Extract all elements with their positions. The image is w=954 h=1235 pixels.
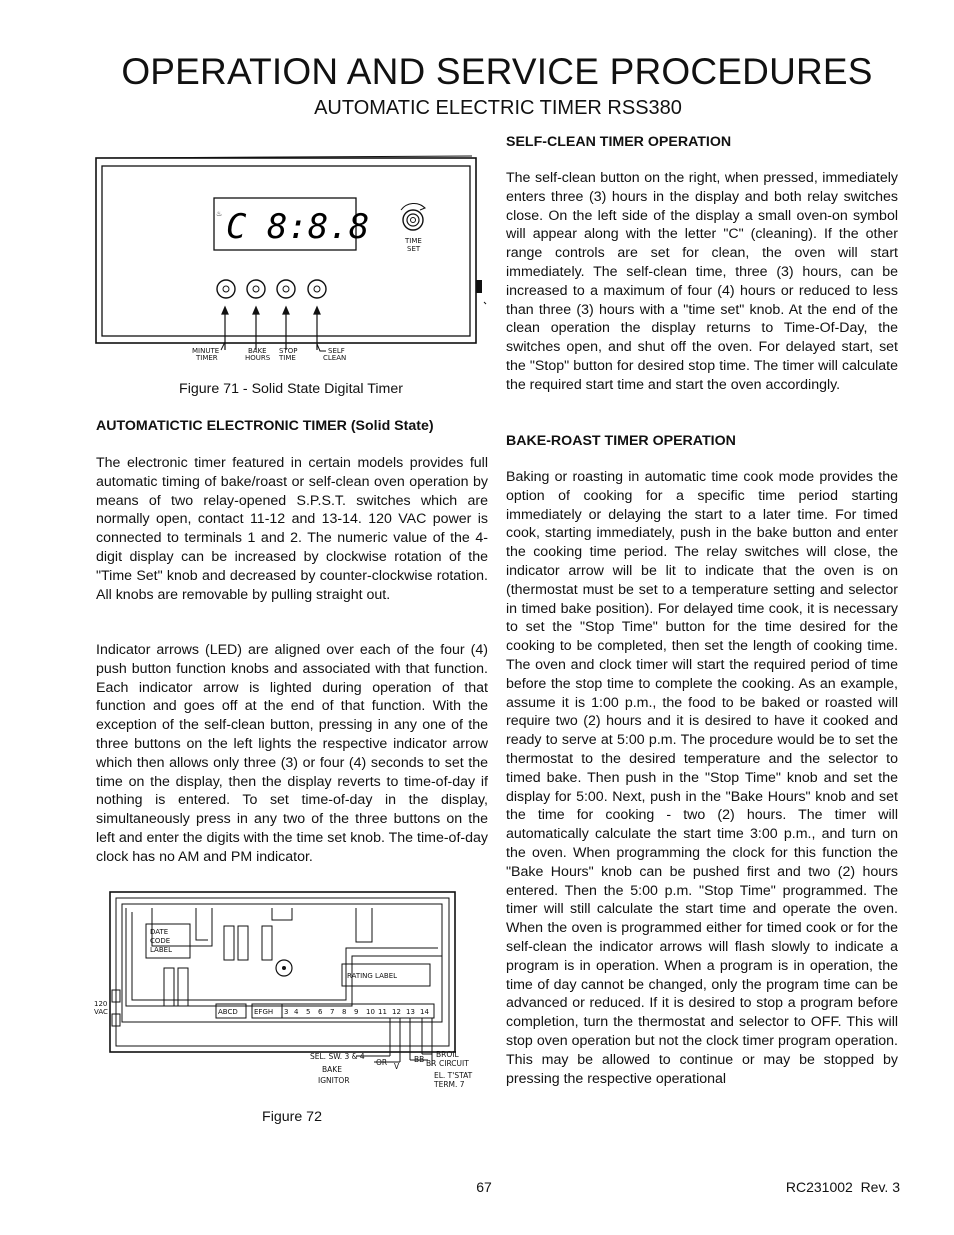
button-label: SELF — [328, 347, 345, 355]
callout-label: BROIL — [436, 1050, 459, 1059]
rating-label: RATING LABEL — [347, 972, 398, 980]
time-set-label-2: SET — [407, 245, 421, 253]
date-code-label: DATE — [150, 928, 169, 936]
callout-label: IGNITOR — [318, 1076, 350, 1085]
terminal-number: 12 — [392, 1008, 401, 1016]
callout-label: BAKE — [322, 1065, 342, 1074]
callout-label: EL. T'STAT — [434, 1071, 473, 1080]
section-heading: SELF-CLEAN TIMER OPERATION — [506, 134, 732, 150]
time-set-knob[interactable] — [401, 203, 425, 230]
terminal-number: 4 — [294, 1008, 299, 1016]
terminal-number: 10 — [366, 1008, 375, 1016]
body-paragraph: The electronic timer featured in certain models provides full automatic timing of bake/roast or self-clean oven operation by means of two relay-opened S.P.S.T. switches which are normally open, contact 11-12 and 13-14. 120 VAC power is connected to terminals 1 and 2. The numeric value of the 4-digit display can be increased by clockwise rotation of the "Time Set" knob and decreased by counter-clockwise rotation. All knobs are removable by pulling straight out. — [96, 455, 488, 603]
vac-label: 120 — [94, 1000, 108, 1008]
button-label: BAKE — [248, 347, 267, 355]
button-label: CLEAN — [323, 354, 347, 362]
button-label: STOP — [279, 347, 298, 355]
body-paragraph: Baking or roasting in automatic time cook mode provides the option of cooking for a specific time period starting immediately or delaying the start to a later time. For timed cook, starting immediately, push in the bake button and enter the cooking time period. The relay switches will close, the indicator arrow will be lit to indicate that the oven is on (thermostat must be set to a temperature setting and selector in timed bake position). For delayed time cook, it is necessary to set the "Stop Time" button for the time desired for the cooking to be completed, then set the length of cooking time. The oven and clock timer will start the required period of time before the stop time to complete the cooking. As an example, assume it is 1:00 p.m., the food to be baked or roasted will require two (2) hours and it is desired to have it cooked and ready to serve at 5:00 p.m. The procedure would be to set the thermostat to the desired temperature and the selector to timed bake. Then push in the "Stop Time" knob and set the display for 5:00. Next, push in the "Bake Hours" knob and set the time for cooking - two (2) hours. The timer will automatically calculate the start time 3:00 p.m., and turn on the oven. When programming the clock for this function the "Bake Hours" knob can be pushed first and two (2) hours entered. Then the 5:00 p.m. "Stop Time" programmed. The timer will still calculate the start time and operate the oven. When the oven is programmed either for timed cook or for the self-clean the indicator arrows will flash slowly to indicate a program is in operation. When a program is in operation, the time of day cannot be changed, only the program time can be advanced or reduced. If it is desired to stop a program before completion, turn the thermostat and selector to OFF. This will stop oven operation but not the clock timer program operation. This may be allowed to continue or may be stopped by pressing the respective operational — [506, 469, 898, 1087]
callout-label: SEL. SW. 3 & 4 — [310, 1052, 365, 1061]
timer-wiring-figure — [92, 886, 492, 1096]
terminal-number: 3 — [284, 1008, 289, 1016]
bake-hours-button[interactable] — [247, 280, 265, 298]
button-label: TIMER — [196, 354, 218, 362]
digital-display — [214, 198, 369, 250]
page-number: 67 — [476, 1179, 492, 1195]
terminal-number: 6 — [318, 1008, 323, 1016]
document-id: RC231002 Rev. 3 — [785, 1179, 900, 1195]
section-heading: BAKE-ROAST TIMER OPERATION — [506, 433, 736, 449]
connector-label: ABCD — [218, 1008, 238, 1016]
connector-label: EFGH — [254, 1008, 274, 1016]
terminal-number: 8 — [342, 1008, 347, 1016]
self-clean-button[interactable] — [308, 280, 326, 298]
display-digits: C 8:8.8 — [226, 207, 370, 247]
vac-label: VAC — [94, 1008, 108, 1016]
terminal-number: 5 — [306, 1008, 311, 1016]
callout-label: OR — [376, 1058, 388, 1067]
terminal-number: 11 — [378, 1008, 387, 1016]
callout-label: BB — [414, 1055, 425, 1064]
callout-label: TERM. 7 — [434, 1080, 465, 1089]
page-subtitle: AUTOMATIC ELECTRIC TIMER RSS380 — [314, 97, 682, 119]
terminal-number: 14 — [420, 1008, 429, 1016]
button-label: TIME — [279, 354, 296, 362]
terminal-number: 9 — [354, 1008, 359, 1016]
figure-71-caption: Figure 71 - Solid State Digital Timer — [179, 381, 403, 397]
callout-label: CIRCUIT — [439, 1059, 469, 1068]
date-code-label: LABEL — [150, 946, 172, 954]
oven-on-icon: ♨ — [216, 210, 223, 218]
time-set-label-1: TIME — [405, 237, 422, 245]
section-heading: AUTOMATICTIC ELECTRONIC TIMER (Solid State) — [96, 418, 434, 434]
date-code-label: CODE — [150, 937, 171, 945]
terminal-number: 7 — [330, 1008, 335, 1016]
body-paragraph: Indicator arrows (LED) are aligned over each of the four (4) push button function knobs and associated with that function. Each indicator arrow is lighted during operation of that function and goes off at the end of that function. With the exception of the self-clean button, pressing in any one of the three buttons on the left lights the respective indicator arrow which then allows only three (3) or four (4) seconds to set the time on the display, then the display reverts to time-of-day if nothing is entered. To set time-of-day in the display, simultaneously press in any two of the three buttons on the left and enter the digits with the time set knob. The time-of-day clock has no AM and PM indicator. — [96, 642, 488, 865]
body-paragraph: The self-clean button on the right, when pressed, immediately enters three (3) hours in the display and both relay switches close. On the left side of the display a small oven-on symbol will appear along with the letter "C" (cleaning). If the other range controls are set for clean, the oven will start immediately. The self-clean time, three (3) hours, can be increased to a maximum of four (4) hours or reduced to less than three (3) hours with a "time set" knob. At the end of the clean operation the display returns to Time-Of-Day, the switches open, and shut off the oven. For delayed start, set the "Stop" button for desired stop time. The timer will calculate the required start time and start the oven accordingly. — [506, 170, 898, 393]
callout-label: V — [394, 1062, 400, 1071]
solid-state-timer-figure — [94, 154, 494, 370]
figure-72-caption: Figure 72 — [262, 1109, 322, 1125]
button-label: MINUTE — [192, 347, 220, 355]
stop-time-button[interactable] — [277, 280, 295, 298]
page-title: OPERATION AND SERVICE PROCEDURES — [121, 51, 873, 92]
minute-timer-button[interactable] — [217, 280, 235, 298]
callout-label: BR — [426, 1059, 437, 1068]
terminal-number: 13 — [406, 1008, 415, 1016]
button-label: HOURS — [245, 354, 271, 362]
